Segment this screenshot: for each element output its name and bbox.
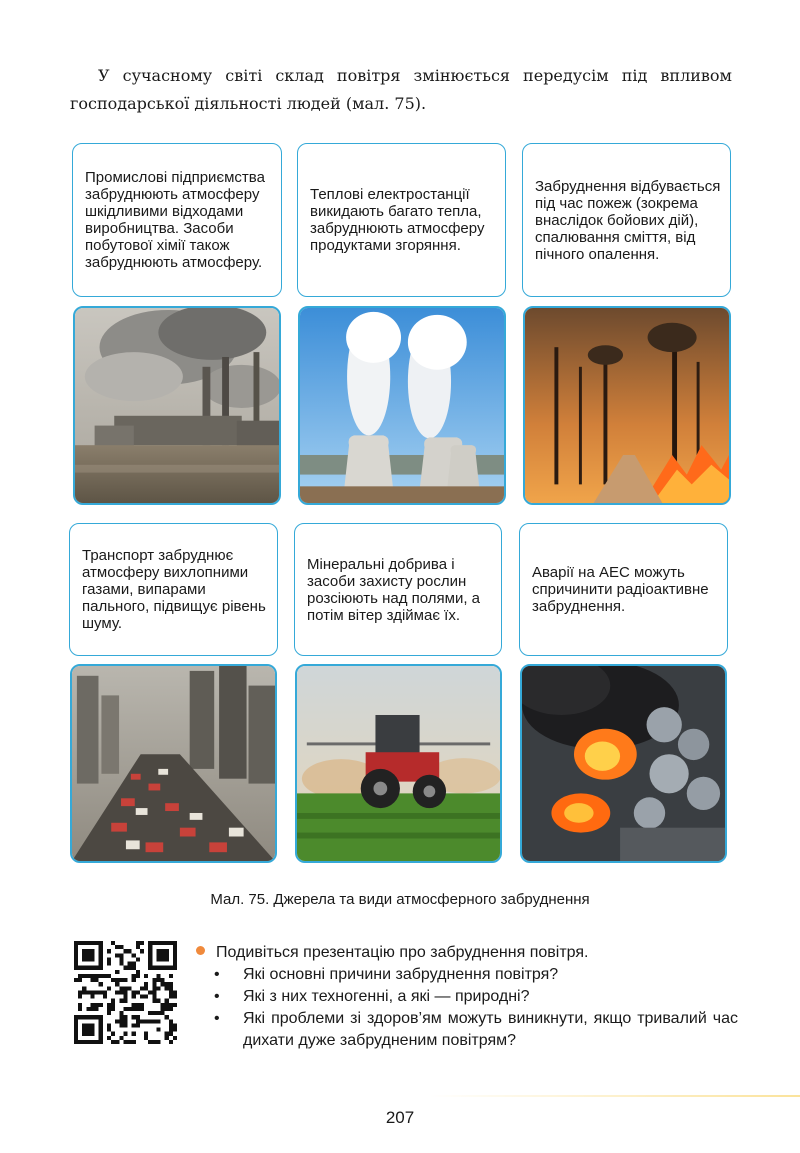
question-item: • Які з них техногенні, а які — природні? [213,986,738,1008]
card-fires-text: Забруднення відбувається під час пожеж (зокрема внаслідок бойових дій), спалювання сміття, від пічного опалення. [535,177,721,263]
card-power-plants-text: Теплові електростанції викидають багато тепла, забруднюють атмосферу продуктами згоряння. [310,186,485,254]
intro-paragraph: У сучасному світі склад повітря змінюється передусім під впливом господарської діяльності людей (мал. 75). [70,66,732,113]
card-transport-text: Транспорт забруднює атмосферу вихлопними газами, випарами пального, підвищує рівень шуму. [82,547,266,632]
question-item: • Які проблеми зі здоров’ям можуть виникнути, якщо тривалий час дихати дуже забрудненим повітрям? [213,1008,738,1052]
card-fires [522,143,731,297]
photo-traffic [70,664,277,863]
card-power-plants [297,143,506,297]
photo-cooling-towers [298,306,506,505]
card-nuclear-accidents-text: Аварії на АЕС можуть спричинити радіоактивне забруднення. [532,564,709,615]
card-fertilizers [294,523,502,656]
card-transport [69,523,278,656]
card-fertilizers-text: Мінеральні добрива і засоби захисту рослин розсіюють над полями, а потім вітер здіймає їх. [307,555,481,624]
qr-code-icon[interactable] [74,941,177,1044]
photo-industrial-explosion [520,664,727,863]
figure-caption: Мал. 75. Джерела та види атмосферного забруднення [210,891,590,908]
card-nuclear-accidents [519,523,728,656]
task-main: Подивіться презентацію про забруднення повітря. [216,944,589,961]
orange-bullet-icon [196,946,205,955]
card-industry [72,143,282,297]
page-number: 207 [385,1108,415,1127]
question-item: • Які основні причини забруднення повітря? [213,964,738,986]
photo-forest-fire [523,306,731,505]
photo-tractor [295,664,502,863]
question-list [213,964,738,1052]
card-industry-text: Промислові підприємства забруднюють атмосферу шкідливими відходами виробництва. Засоби побутової хімії також забруднюють атмосферу. [85,169,265,271]
footer-decoration-line [430,1095,800,1097]
photo-factory [73,306,281,505]
